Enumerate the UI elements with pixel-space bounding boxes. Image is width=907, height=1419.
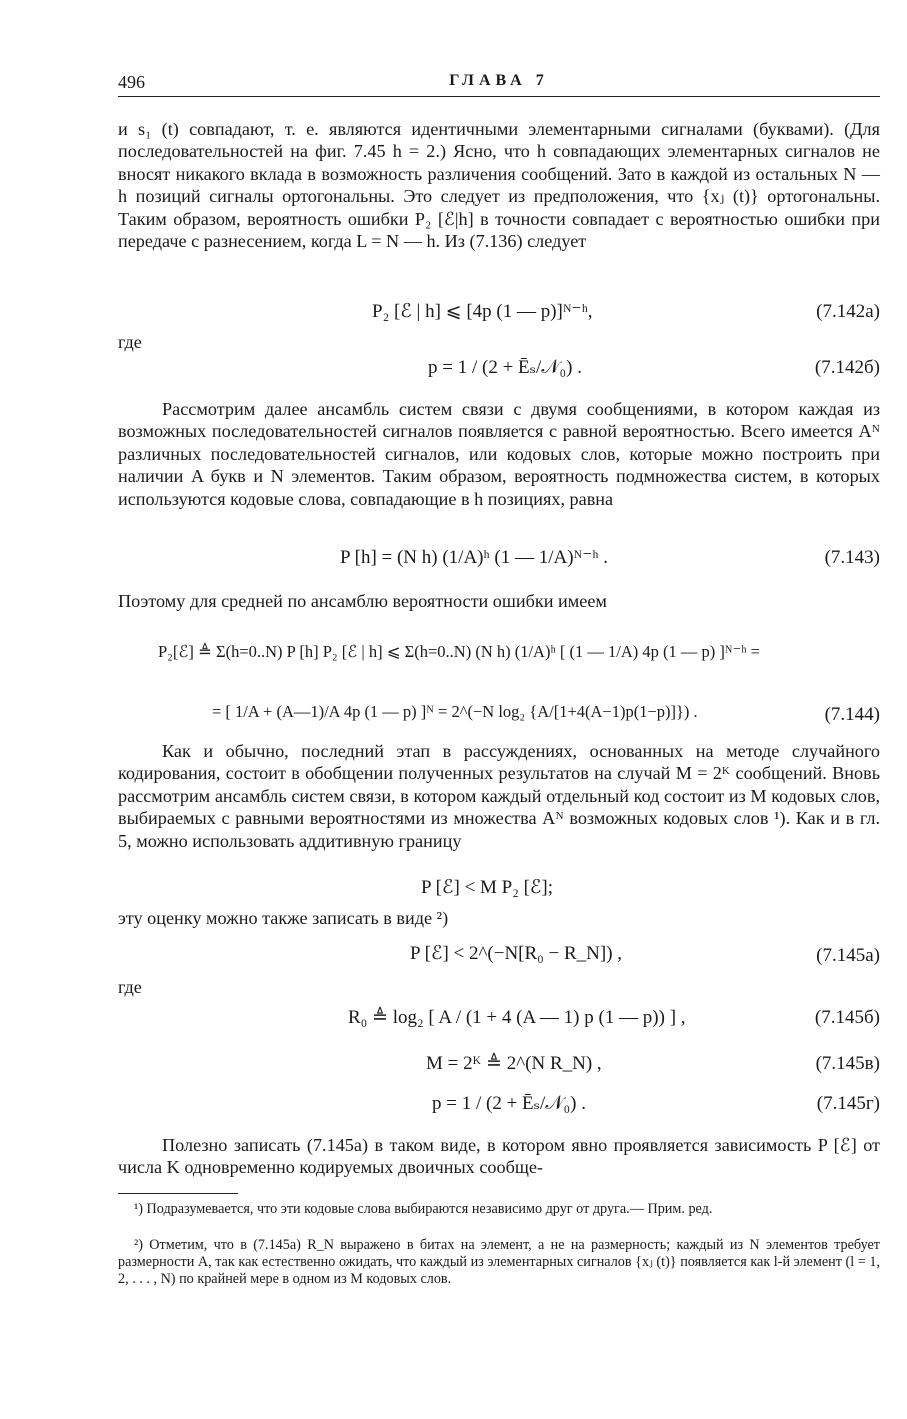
- footnote-2: ²) Отметим, что в (7.145а) R_N выражено в битах на элемент, а не на размерность; каждый из N элементов требует размерности A, так как естественно ожидать, что каждый из элементарных сигналов {xⱼ (t)} появляется как l-й элемент (l = 1, 2, . . . , N) по крайней мере в одном из M кодовых слов.: [118, 1237, 880, 1287]
- equation-7-144-line1: P₂[ℰ] ≜ Σ(h=0..N) P [h] P₂ [ℰ | h] ⩽ Σ(h=0..N) (N h) (1/A)ʰ [ (1 — 1/A) 4p (1 — p) ]ᴺ⁻ʰ =: [158, 642, 760, 661]
- equation-7-145g: p = 1 / (2 + Ēₛ/𝒩₀) .: [432, 1093, 586, 1114]
- equation-7-143: P [h] = (N h) (1/A)ʰ (1 — 1/A)ᴺ⁻ʰ .: [340, 547, 608, 568]
- where-label-2: где: [118, 977, 142, 997]
- equation-number-7-142b: (7.142б): [814, 357, 880, 378]
- paragraph-6: Полезно записать (7.145а) в таком виде, в котором явно проявляется зависимость P [ℰ] от числа K одновременно кодируемых двоичных сообще-: [118, 1135, 880, 1178]
- equation-number-7-142a: (7.142а): [816, 301, 880, 322]
- footnote-rule: [118, 1193, 238, 1194]
- equation-number-7-143: (7.143): [824, 547, 880, 568]
- paragraph-3: Поэтому для средней по ансамблю вероятности ошибки имеем: [118, 591, 607, 611]
- paragraph-5: эту оценку можно также записать в виде ²): [118, 908, 449, 928]
- paragraph-1: и s₁ (t) совпадают, т. е. являются идентичными элементарными сигналами (буквами). (Для последовательностей на фиг. 7.45 h = 2.) Ясно, что h совпадающих элементарных сигналов не вносят никакого вклада в возможность различения сообщений. Зато в каждой из остальных N — h позиций сигналы ортогональны. Это следует из предположения, что {xⱼ (t)} ортогональны. Таким образом, вероятность ошибки P₂ [ℰ|h] в точности совпадает с вероятностью ошибки при передаче с разнесением, когда L = N — h. Из (7.136) следует: [118, 119, 880, 252]
- equation-7-145v: M = 2ᴷ ≜ 2^(N R_N) ,: [426, 1053, 602, 1074]
- equation-7-142b: p = 1 / (2 + Ēₛ/𝒩₀) .: [428, 357, 582, 378]
- page-number: 496: [118, 72, 145, 92]
- equation-7-145b: R₀ ≜ log₂ [ A / (1 + 4 (A — 1) p (1 — p)) ] ,: [348, 1007, 686, 1028]
- equation-number-7-145v: (7.145в): [815, 1053, 880, 1074]
- equation-7-145a: P [ℰ] < 2^(−N[R₀ − R_N]) ,: [410, 943, 623, 964]
- paragraph-4: Как и обычно, последний этап в рассуждениях, основанных на методе случайного кодирования, состоит в обобщении полученных результатов на случай M = 2ᴷ сообщений. Вновь рассмотрим ансамбль систем связи, в котором каждый отдельный код состоит из M кодовых слов, выбираемых с равными вероятностями из множества Aᴺ возможных кодовых слов ¹). Как и в гл. 5, можно использовать аддитивную границу: [118, 741, 880, 851]
- equation-number-7-145g: (7.145г): [816, 1093, 880, 1114]
- paragraph-2: Рассмотрим далее ансамбль систем связи с двумя сообщениями, в котором каждая из возможных последовательностей сигналов появляется с равной вероятностью. Всего имеется Aᴺ различных последовательностей сигналов, или кодовых слов, которые можно построить при наличии A букв и N элементов. Таким образом, вероятность подмножества систем, в которых используются кодовые слова, совпадающие в h позициях, равна: [118, 399, 880, 509]
- equation-number-7-145b: (7.145б): [814, 1007, 880, 1028]
- equation-number-7-145a: (7.145а): [816, 945, 880, 966]
- where-label-1: где: [118, 332, 142, 352]
- footnote-1: ¹) Подразумевается, что эти кодовые слова выбираются независимо друг от друга.— Прим. ред.: [134, 1201, 713, 1217]
- equation-7-144-line2: = [ 1/A + (A—1)/A 4p (1 — p) ]ᴺ = 2^(−N log₂ {A/[1+4(A−1)p(1−p)]}) .: [212, 702, 698, 721]
- union-bound: P [ℰ] < M P₂ [ℰ];: [421, 877, 554, 898]
- equation-7-142a: P₂ [ℰ | h] ⩽ [4p (1 — p)]ᴺ⁻ʰ,: [372, 301, 593, 322]
- chapter-title: ГЛАВА 7: [449, 72, 549, 89]
- equation-number-7-144: (7.144): [824, 704, 880, 725]
- running-header: [118, 70, 880, 97]
